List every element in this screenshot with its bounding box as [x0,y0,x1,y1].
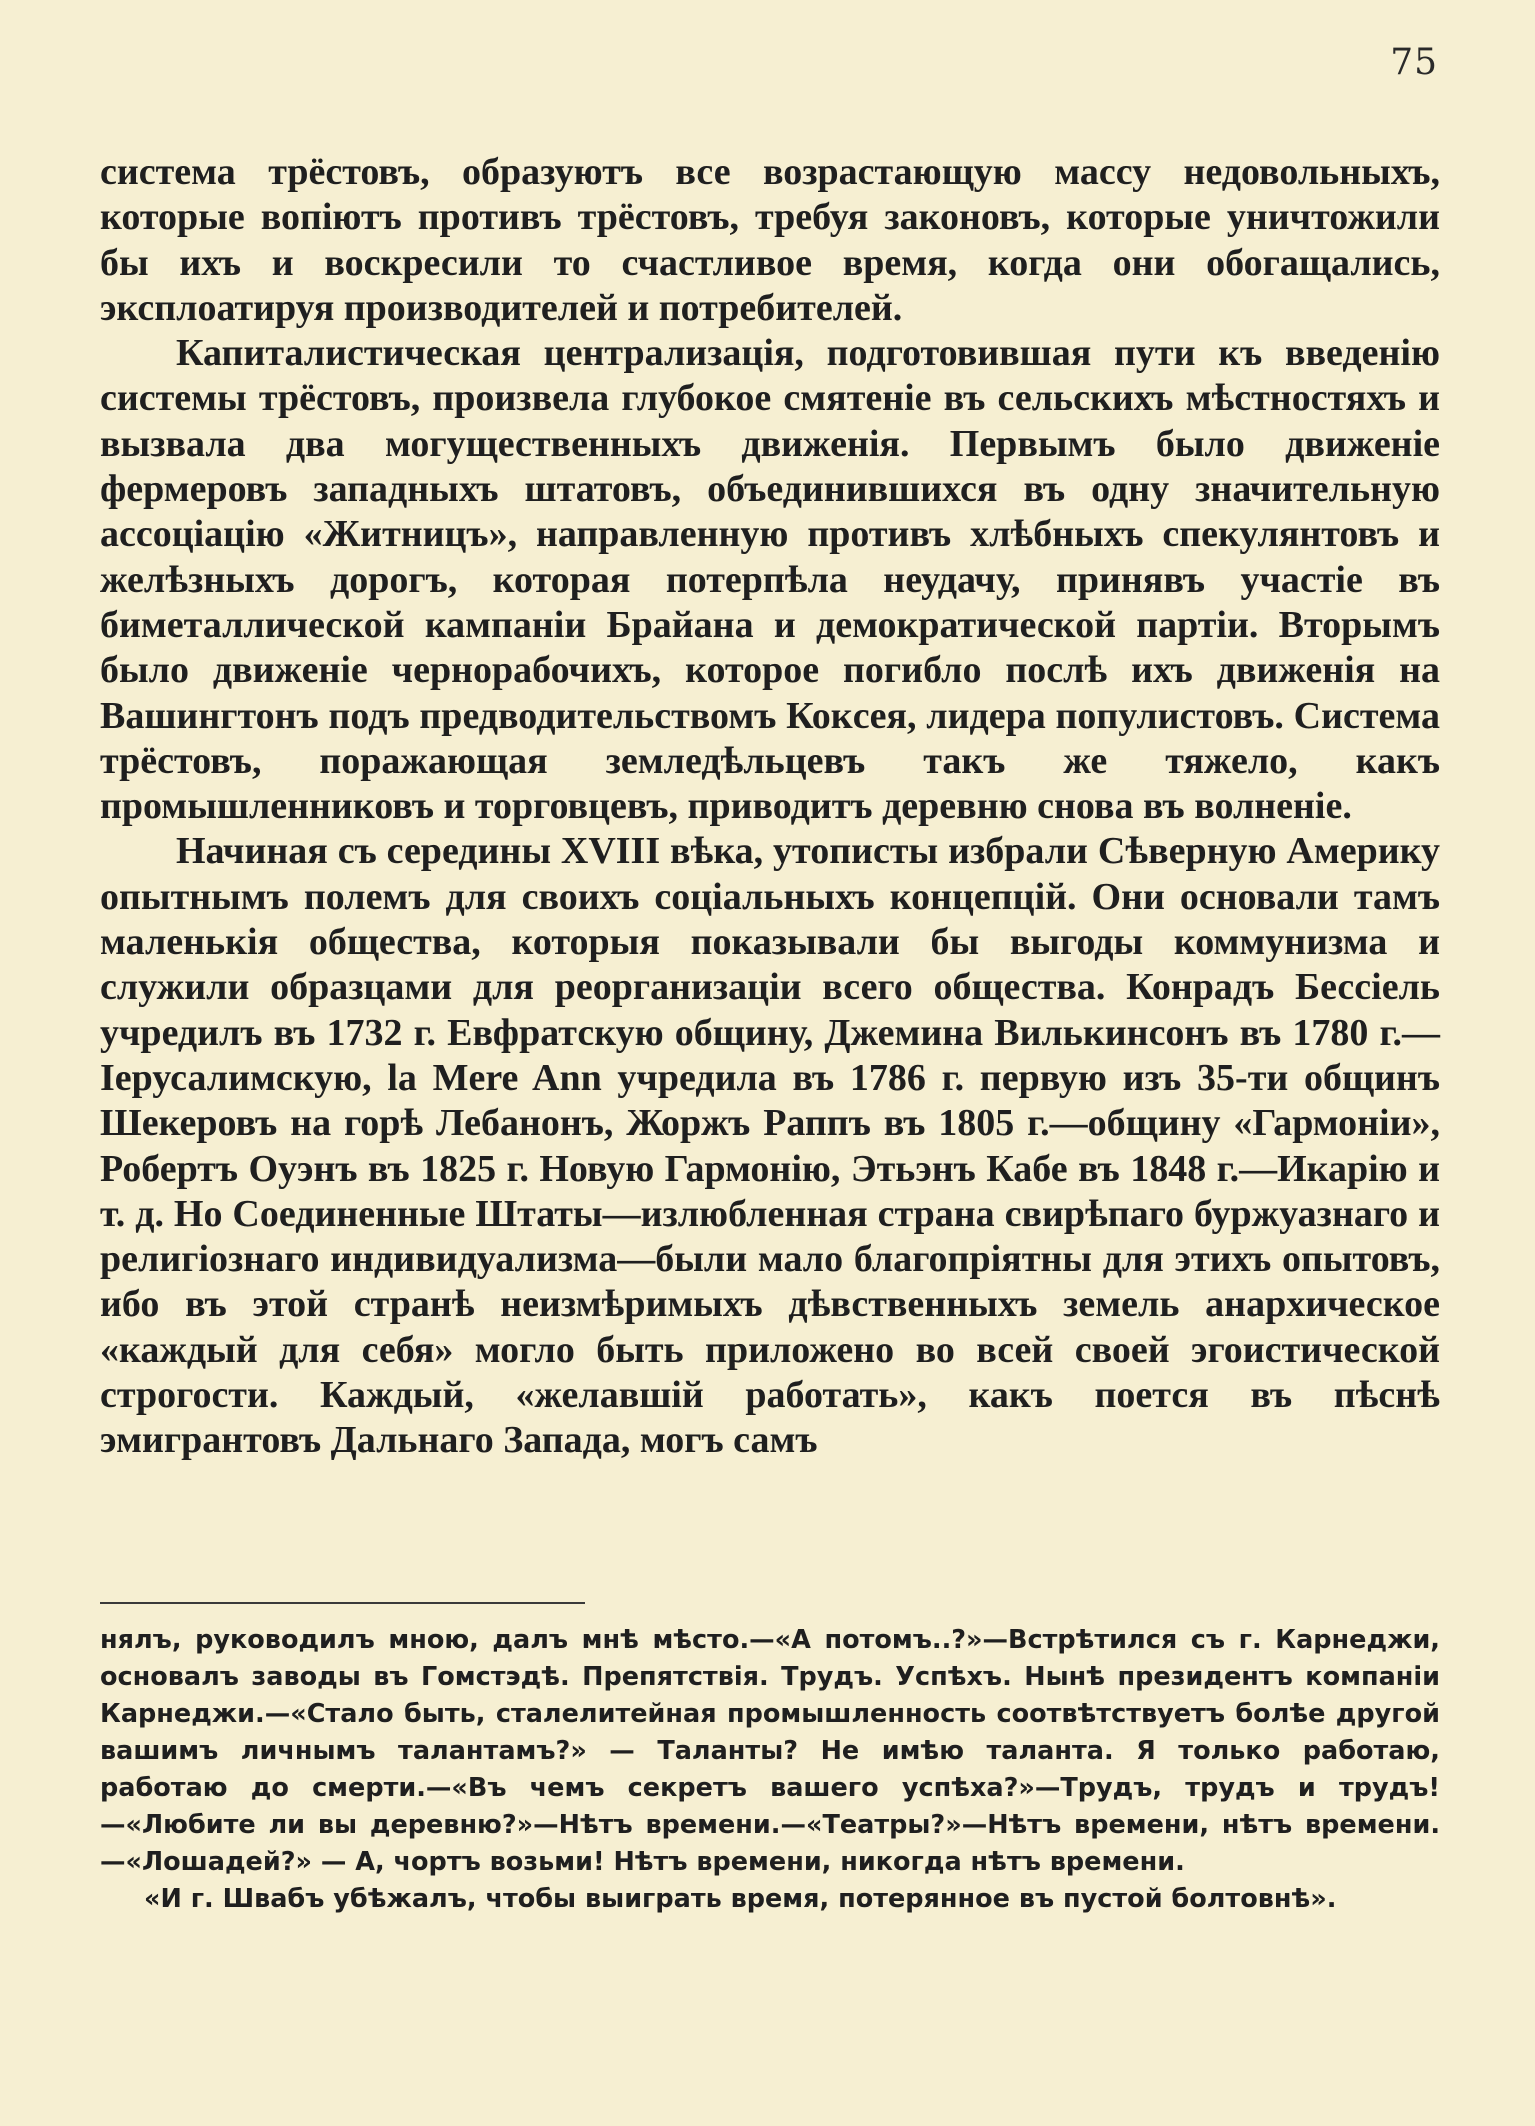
footnote-divider [100,1602,585,1604]
footnote-paragraph: нялъ, руководилъ мною, далъ мнѣ мѣсто.—«А потомъ..?»—Встрѣтился съ г. Карнеджи, основалъ заводы въ Гомстэдѣ. Препятствія. Трудъ. Успѣхъ. Нынѣ президентъ компаніи Карнеджи.—«Стало быть, сталелитейная промышленность соотвѣтствуетъ болѣе другой вашимъ личнымъ талантамъ?» — Таланты? Не имѣю таланта. Я только работаю, работаю до смерти.—«Въ чемъ секретъ вашего успѣха?»—Трудъ, трудъ и трудъ!—«Любите ли вы деревню?»—Нѣтъ времени.—«Театры?»—Нѣтъ времени, нѣтъ времени.—«Лошадей?» — А, чортъ возьми! Нѣтъ времени, никогда нѣтъ времени. [100,1625,1440,1877]
page-number: 75 [1390,42,1438,83]
footnote-paragraph: «И г. Швабъ убѣжалъ, чтобы выиграть время, потерянное въ пустой болтовнѣ». [144,1884,1337,1914]
main-text-body [100,150,1440,1464]
paragraph-capitalist-centralization: Капиталистическая централизація, подготовившая пути къ введенію системы трёстовъ, произвела глубокое смятеніе въ сельскихъ мѣстностяхъ и вызвала два могущественныхъ движенія. Первымъ было движеніе фермеровъ западныхъ штатовъ, объединившихся въ одну значительную ассоціацію «Житницъ», направленную противъ хлѣбныхъ спекулянтовъ и желѣзныхъ дорогъ, которая потерпѣла неудачу, принявъ участіе въ биметаллической кампаніи Брайана и демократической партіи. Вторымъ было движеніе чернорабочихъ, которое погибло послѣ ихъ движенія на Вашингтонъ подъ предводительствомъ Кокcея, лидера популистовъ. Система трёстовъ, поражающая земледѣльцевъ такъ же тяжело, какъ промышленниковъ и торговцевъ, приводитъ деревню снова въ волненіе. [100,332,1440,828]
footnotes [100,1622,1440,1918]
paragraph-utopists: Начиная съ середины XVIII вѣка, утописты избрали Сѣверную Америку опытнымъ полемъ для своихъ соціальныхъ концепцій. Они основали тамъ маленькія общества, которыя показывали бы выгоды коммунизма и служили образцами для реорганизаціи всего общества. Конрадъ Бессіель учредилъ въ 1732 г. Евфратскую общину, Джемина Вилькинсонъ въ 1780 г.—Іерусалимскую, la Mere Ann учредила въ 1786 г. первую изъ 35-ти общинъ Шекеровъ на горѣ Лебанонъ, Жоржъ Раппъ въ 1805 г.—общину «Гармоніи», Робертъ Оуэнъ въ 1825 г. Новую Гармонію, Этьэнъ Кабе въ 1848 г.—Икарію и т. д. Но Соединенные Штаты—излюбленная страна свирѣпаго буржуазнаго и религіознаго индивидуализма—были мало благопріятны для этихъ опытовъ, ибо въ этой странѣ неизмѣримыхъ дѣвственныхъ земель анархическое «каждый для себя» могло быть приложено во всей своей эгоистической строгости. Каждый, «желавшій работать», какъ поется въ пѣснѣ эмигрантовъ Дальнаго Запада, могъ самъ [100,830,1440,1462]
paragraph-continuation: система трёстовъ, образуютъ все возрастающую массу недовольныхъ, которые вопіютъ противъ трёстовъ, требуя законовъ, которые уничтожили бы ихъ и воскресили то счастливое время, когда они обогащались, эксплоатируя производителей и потребителей. [100,151,1440,329]
